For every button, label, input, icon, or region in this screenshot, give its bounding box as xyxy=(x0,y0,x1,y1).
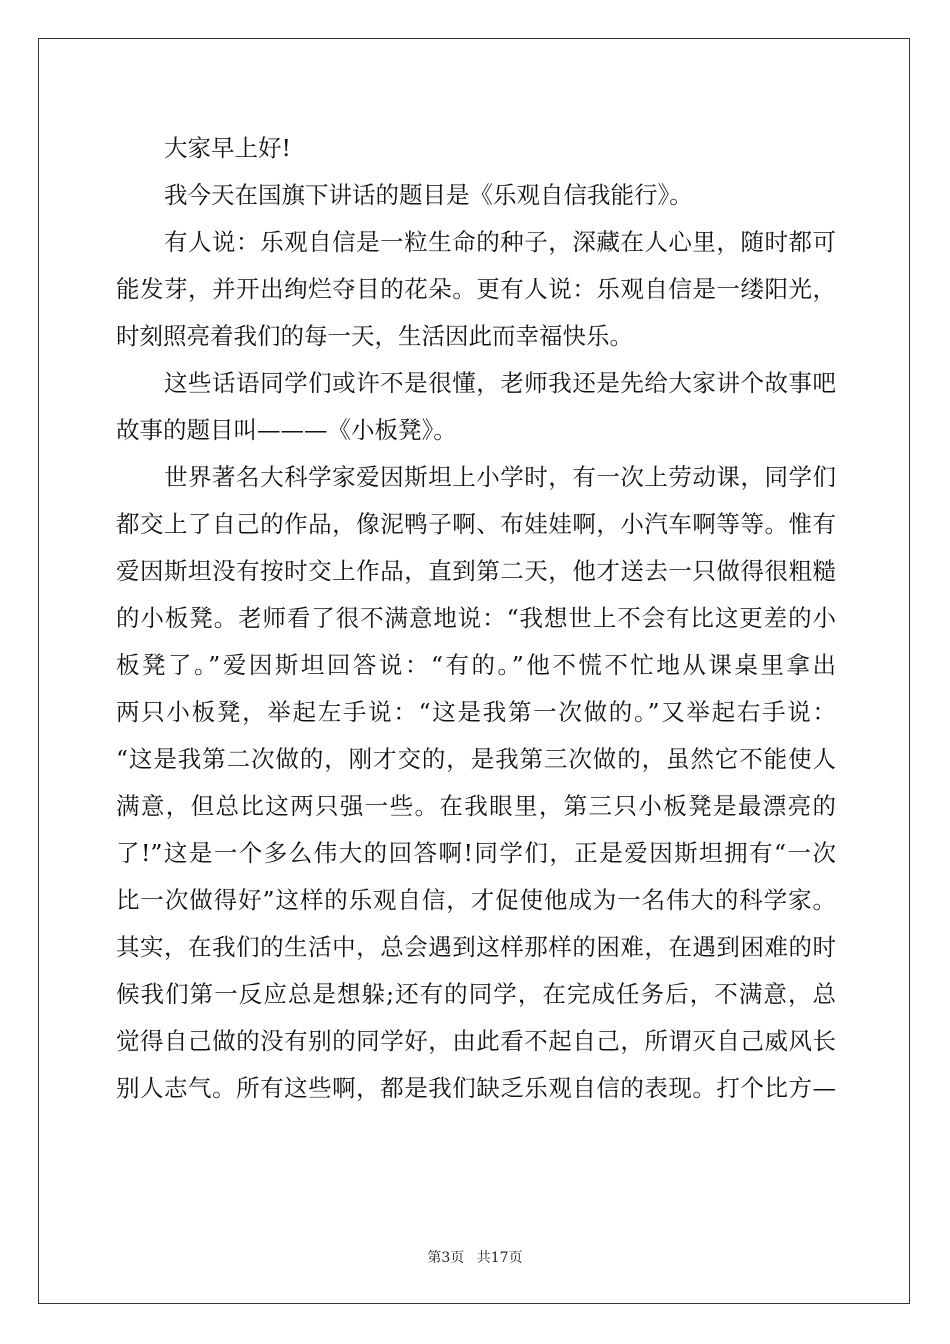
text-line: 爱因斯坦没有按时交上作品，直到第二天，他才送去一只做得很粗糙 xyxy=(116,557,836,585)
text-line: 这些话语同学们或许不是很懂，老师我还是先给大家讲个故事吧 xyxy=(164,369,836,397)
text-line: 候我们第一反应总是想躲;还有的同学，在完成任务后，不满意，总 xyxy=(116,980,836,1008)
text-line: 别人志气。所有这些啊，都是我们缺乏乐观自信的表现。打个比方— xyxy=(116,1074,836,1102)
text-line: 两只小板凳，举起左手说：“这是我第一次做的。”又举起右手说： xyxy=(116,698,836,726)
page-footer xyxy=(0,1247,950,1267)
text-line: 时刻照亮着我们的每一天，生活因此而幸福快乐。 xyxy=(116,322,633,350)
page-total: 共17页 xyxy=(476,1250,523,1266)
text-line: 比一次做得好”这样的乐观自信，才促使他成为一名伟大的科学家。 xyxy=(116,886,836,914)
text-line: 其实，在我们的生活中，总会遇到这样那样的困难，在遇到困难的时 xyxy=(116,933,836,961)
text-line: 板凳了。”爱因斯坦回答说：“有的。”他不慌不忙地从课桌里拿出 xyxy=(116,651,836,679)
text-line: 故事的题目叫———《小板凳》。 xyxy=(116,416,457,444)
text-line: 觉得自己做的没有别的同学好，由此看不起自己，所谓灭自己威风长 xyxy=(116,1027,836,1055)
text-line: 满意，但总比这两只强一些。在我眼里，第三只小板凳是最漂亮的 xyxy=(116,792,836,820)
text-line: 都交上了自己的作品，像泥鸭子啊、布娃娃啊，小汽车啊等等。惟有 xyxy=(116,510,836,538)
text-line: 我今天在国旗下讲话的题目是《乐观自信我能行》。 xyxy=(164,181,693,209)
document-body xyxy=(116,128,836,1115)
text-line: 的小板凳。老师看了很不满意地说：“我想世上不会有比这更差的小 xyxy=(116,604,836,632)
text-line: 能发芽，并开出绚烂夺目的花朵。更有人说：乐观自信是一缕阳光， xyxy=(116,275,836,303)
text-line: “这是我第二次做的，刚才交的，是我第三次做的，虽然它不能使人 xyxy=(116,745,836,773)
text-line: 了!”这是一个多么伟大的回答啊!同学们，正是爱因斯坦拥有“一次 xyxy=(116,839,836,867)
page-number: 第3页 xyxy=(427,1250,465,1266)
text-line: 有人说：乐观自信是一粒生命的种子，深藏在人心里，随时都可 xyxy=(164,228,836,256)
text-line: 世界著名大科学家爱因斯坦上小学时，有一次上劳动课，同学们 xyxy=(164,463,836,491)
text-line: 大家早上好! xyxy=(164,134,291,162)
